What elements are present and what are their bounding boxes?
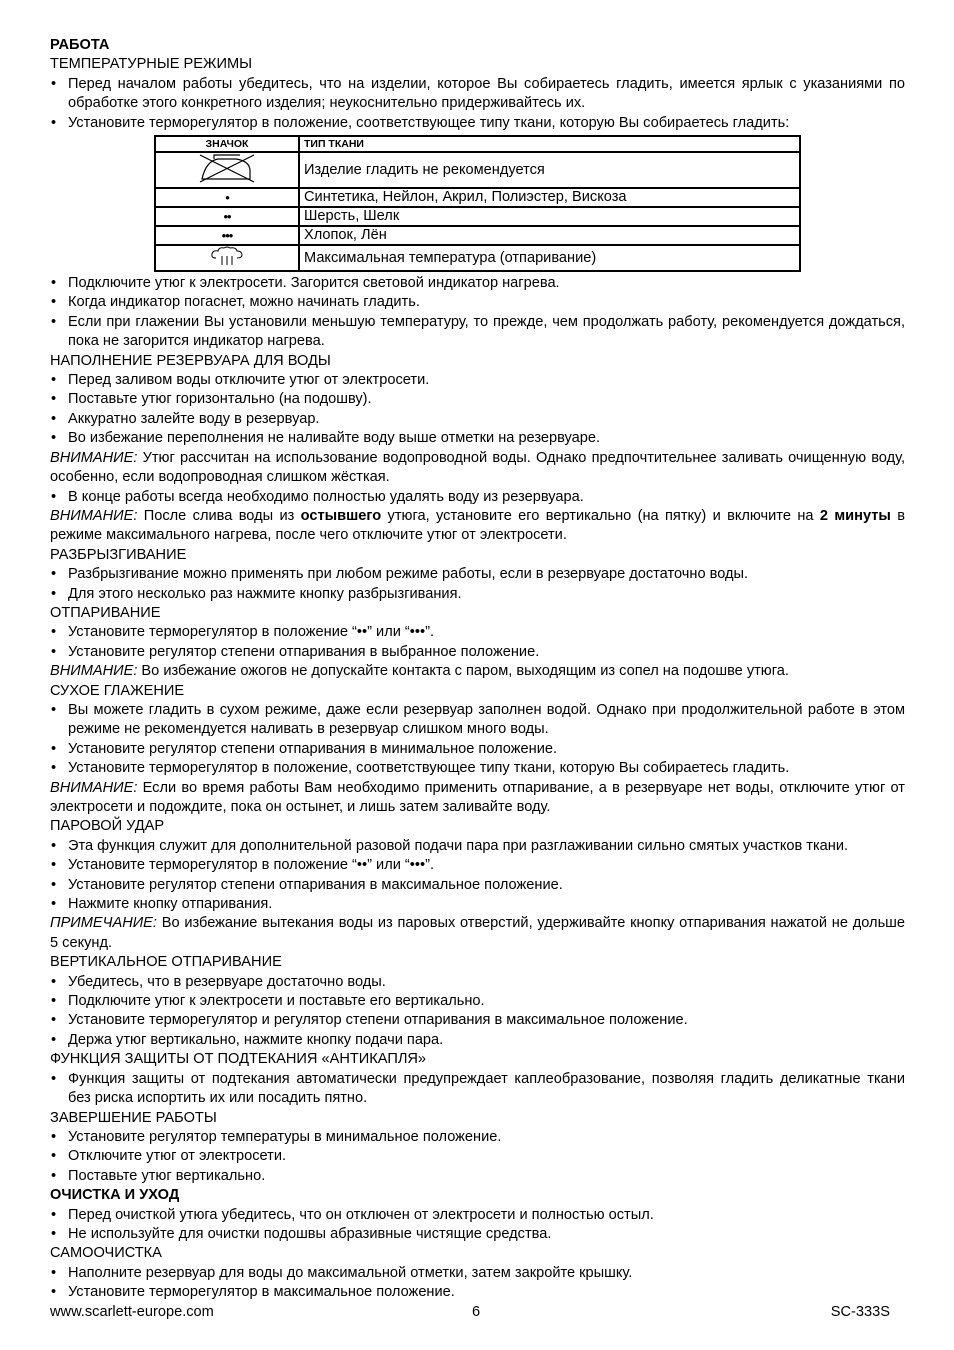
manual-page — [50, 36, 905, 1303]
subsection-title-vertical: ВЕРТИКАЛЬНОЕ ОТПАРИВАНИЕ — [50, 954, 282, 971]
page-footer — [50, 1303, 890, 1323]
subsection-title-steam-shot: ПАРОВОЙ УДАР — [50, 818, 165, 835]
list-item: • Убедитесь, что в резервуаре достаточно воды. — [50, 973, 905, 992]
warning-text: После слива воды из — [137, 507, 301, 524]
list-item: • Перед началом работы убедитесь, что на изделии, которое Вы собираетесь гладить, имеется ярлык с указаниями по обработке этого конкретного изделия; неукоснительно придерживайтесь их. — [50, 75, 905, 114]
list-item: • Поставьте утюг вертикально. — [50, 1167, 905, 1186]
warning-note — [50, 449, 905, 488]
list-item: • Если при глажении Вы установили меньшую температуру, то прежде, чем продолжать работу, рекомендуется дождаться, пока не загорится индикатор нагрева. — [50, 313, 905, 352]
subsection-title-self-clean: САМООЧИСТКА — [50, 1245, 162, 1262]
note-text: Во избежание вытекания воды из паровых отверстий, удерживайте кнопку отпаривания нажатой не дольше 5 секунд. — [50, 915, 905, 951]
model-number: SC-333S — [830, 1304, 890, 1320]
table-cell-fabric: Хлопок, Лён — [299, 226, 800, 245]
warning-note — [50, 662, 905, 681]
warning-text-bold: остывшего — [300, 507, 382, 524]
warning-text: Утюг рассчитан на использование водопроводной воды. Однако предпочтительнее заливать очищенную воду, особенно, если водопроводная слишком жёсткая. — [50, 449, 905, 486]
list-item: • Перед заливом воды отключите утюг от электросети. — [50, 371, 905, 390]
list-item: • Подключите утюг к электросети. Загорится световой индикатор нагрева. — [50, 274, 905, 293]
warning-label: ВНИМАНИЕ: — [50, 663, 138, 680]
list-item: • Установите терморегулятор в положение, соответствующее типу ткани, которую Вы собираетесь гладить. — [50, 759, 905, 778]
subsection-title-temp-modes: ТЕМПЕРАТУРНЫЕ РЕЖИМЫ — [50, 56, 253, 73]
subsection-title-dry: СУХОЕ ГЛАЖЕНИЕ — [50, 682, 185, 699]
warning-text: Во избежание ожогов не допускайте контакта с паром, выходящим из сопел на подошве утюга. — [137, 663, 789, 680]
table-header-icon: ЗНАЧОК — [155, 136, 299, 152]
subsection-title-finish: ЗАВЕРШЕНИЕ РАБОТЫ — [50, 1109, 217, 1126]
list-item: • Отключите утюг от электросети. — [50, 1147, 905, 1166]
warning-label: ВНИМАНИЕ: — [50, 449, 138, 466]
three-dots-icon: ••• — [155, 226, 299, 245]
page-number: 6 — [472, 1304, 481, 1320]
warning-text: в режиме максимального нагрева, после чего отключите утюг от электросети. — [50, 507, 905, 544]
list-item: • Установите регулятор степени отпаривания в минимальное положение. — [50, 740, 905, 759]
table-cell-fabric: Шерсть, Шелк — [299, 207, 800, 226]
steam-icon — [155, 245, 299, 271]
list-item: • Когда индикатор погаснет, можно начинать гладить. — [50, 293, 905, 312]
list-item: • Установите регулятор степени отпаривания в выбранное положение. — [50, 643, 905, 662]
list-item: • Аккуратно залейте воду в резервуар. — [50, 410, 905, 429]
list-item: • Перед очисткой утюга убедитесь, что он отключен от электросети и полностью остыл. — [50, 1206, 905, 1225]
warning-text: утюга, установите его вертикально (на пятку) и включите на — [381, 507, 820, 524]
list-item: • Наполните резервуар для воды до максимальной отметки, затем закройте крышку. — [50, 1264, 905, 1283]
fabric-temperature-table — [154, 135, 801, 272]
list-item: • Для этого несколько раз нажмите кнопку разбрызгивания. — [50, 585, 905, 604]
subsection-title-spray: РАЗБРЫЗГИВАНИЕ — [50, 546, 187, 563]
table-cell-fabric: Изделие гладить не рекомендуется — [299, 152, 800, 188]
list-item: • Установите терморегулятор в положение “••” или “•••”. — [50, 623, 905, 642]
section-title-work: РАБОТА — [50, 37, 110, 53]
one-dot-icon: • — [155, 188, 299, 207]
list-item: • Установите терморегулятор в положение, соответствующее типу ткани, которую Вы собираетесь гладить: — [50, 114, 905, 133]
subsection-title-fill: НАПОЛНЕНИЕ РЕЗЕРВУАРА ДЛЯ ВОДЫ — [50, 352, 331, 369]
table-header-fabric-type: ТИП ТКАНИ — [299, 136, 800, 152]
warning-label: ВНИМАНИЕ: — [50, 779, 138, 796]
list-item: • Установите терморегулятор в положение “••” или “•••”. — [50, 856, 905, 875]
list-item: • Держа утюг вертикально, нажмите кнопку подачи пара. — [50, 1031, 905, 1050]
list-item: • В конце работы всегда необходимо полностью удалять воду из резервуара. — [50, 488, 905, 507]
two-dots-icon: •• — [155, 207, 299, 226]
table-cell-fabric: Синтетика, Нейлон, Акрил, Полиэстер, Вискоза — [299, 188, 800, 207]
website-link[interactable]: www.scarlett-europe.com — [50, 1304, 214, 1320]
list-item: • Разбрызгивание можно применять при любом режиме работы, если в резервуаре достаточно воды. — [50, 565, 905, 584]
list-item: • Установите регулятор температуры в минимальное положение. — [50, 1128, 905, 1147]
list-item: • Вы можете гладить в сухом режиме, даже если резервуар заполнен водой. Однако при продолжительной работе в этом режиме не рекомендуется наливать в резервуар слишком много воды. — [50, 701, 905, 740]
list-item: • Во избежание переполнения не наливайте воду выше отметки на резервуаре. — [50, 429, 905, 448]
section-title-care: ОЧИСТКА И УХОД — [50, 1187, 180, 1204]
list-item: • Подключите утюг к электросети и поставьте его вертикально. — [50, 992, 905, 1011]
list-item: • Установите регулятор степени отпаривания в максимальное положение. — [50, 876, 905, 895]
list-item: • Установите терморегулятор и регулятор степени отпаривания в максимальное положение. — [50, 1011, 905, 1030]
list-item: • Не используйте для очистки подошвы абразивные чистящие средства. — [50, 1225, 905, 1244]
list-item: • Функция защиты от подтекания автоматически предупреждает каплеобразование, позволяя гладить деликатные ткани без риска испортить их или посадить пятно. — [50, 1070, 905, 1109]
subsection-title-anti-drip: ФУНКЦИЯ ЗАЩИТЫ ОТ ПОДТЕКАНИЯ «АНТИКАПЛЯ» — [50, 1051, 427, 1068]
note-label: ПРИМЕЧАНИЕ: — [50, 915, 157, 932]
subsection-title-steam: ОТПАРИВАНИЕ — [50, 604, 161, 621]
warning-text: Если во время работы Вам необходимо применить отпаривание, а в резервуаре нет воды, отключите утюг от электросети и подождите, пока он остынет, и лишь затем заливайте воду. — [50, 779, 905, 815]
note — [50, 914, 905, 953]
warning-note — [50, 779, 905, 818]
list-item: • Нажмите кнопку отпаривания. — [50, 895, 905, 914]
warning-text-bold: 2 минуты — [819, 507, 891, 524]
warning-note — [50, 507, 905, 546]
list-item: • Установите терморегулятор в максимальное положение. — [50, 1283, 905, 1302]
warning-label: ВНИМАНИЕ: — [50, 507, 138, 524]
table-cell-fabric: Максимальная температура (отпаривание) — [299, 245, 800, 271]
list-item: • Поставьте утюг горизонтально (на подошву). — [50, 390, 905, 409]
no-iron-icon — [155, 152, 299, 188]
list-item: • Эта функция служит для дополнительной разовой подачи пара при разглаживании сильно смятых участков ткани. — [50, 837, 905, 856]
